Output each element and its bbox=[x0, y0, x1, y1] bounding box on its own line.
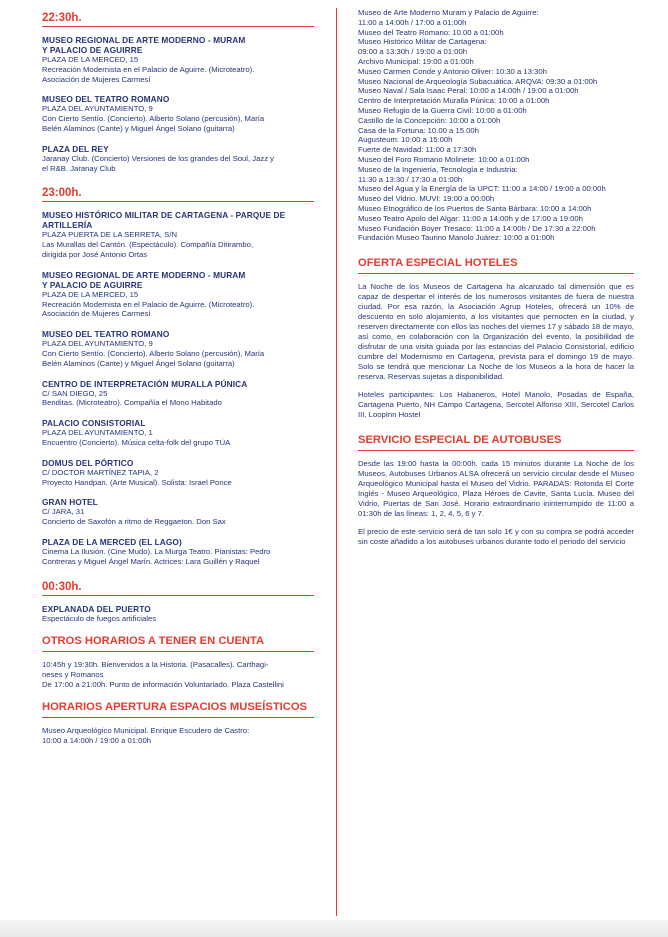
venue-detail: Belén Alaminos (Cante) y Miguel Ángel Solano (guitarra) bbox=[42, 123, 235, 133]
autobuses-description: Desde las 19:00 hasta la 00:00h. cada 15 minutos durante La Noche de los Museos, Autobuses Urbanos ALSA ofrecerá un servicio circular desde el Museo Arqueológico Municipal hasta el Museo del Vidrio. PARADAS: Rotonda El Corte Inglés - Museo Arqueológico, Plaza Héroes de Cavite, Santa Lucía. Museo del Vidrio, Puertas de San José. Horario extraordinario ininterrumpido de 11:00 a 01:30h de las líneas: 1, 2, 4, 5, 6 y 7. bbox=[358, 459, 634, 519]
opening-hours-line: Castillo de la Concepción: 10:00 a 01:00h bbox=[358, 115, 501, 125]
column-divider bbox=[336, 8, 337, 916]
venue-entry bbox=[42, 458, 314, 488]
venue-address: C/ SAN DIEGO, 25 bbox=[42, 388, 108, 398]
venue-name: PLAZA DEL REY bbox=[42, 143, 109, 154]
venue-entry bbox=[42, 497, 314, 527]
venue-detail: Con Cierto Sentío. (Concierto). Alberto Solano (percusión), María bbox=[42, 348, 265, 358]
opening-hours-line: Museo Nacional de Arqueología Subacuática. ARQVA: 09:30 a 01:00h bbox=[358, 76, 598, 86]
left-column bbox=[42, 8, 314, 754]
venue-detail: dirigida por José Antonio Ortas bbox=[42, 249, 148, 259]
opening-hours-line: Fuerte de Navidad: 11:00 a 17:30h bbox=[358, 145, 477, 155]
page-bottom-edge bbox=[0, 920, 668, 937]
venue-detail: Espectáculo de fuegos artificiales bbox=[42, 613, 157, 623]
opening-hours-line: Centro de Interpretación Muralla Púnica: 10:00 a 01:00h bbox=[358, 96, 550, 106]
opening-hours-line: 09:00 a 13:30h / 19:00 a 01:00h bbox=[358, 47, 468, 57]
opening-hours-line: Museo Carmen Conde y Antonio Oliver: 10:30 a 13:30h bbox=[358, 66, 547, 76]
venue-address: PLAZA PUERTA DE LA SERRETA, S/N bbox=[42, 230, 178, 240]
time-heading-0030: 00:30h. bbox=[42, 577, 314, 596]
section-title-horarios-apertura: HORARIOS APERTURA ESPACIOS MUSEÍSTICOS bbox=[42, 699, 314, 718]
opening-hours-line: Museo del Vidrio. MUVI: 19:00 a 00:00h bbox=[358, 194, 495, 204]
venue-detail: Encuentro (Concierto). Música celta-folk del grupo TÚA bbox=[42, 437, 231, 447]
venue-entry bbox=[42, 144, 314, 174]
venue-address: PLAZA DEL AYUNTAMIENTO, 9 bbox=[42, 104, 153, 114]
venue-name: CENTRO DE INTERPRETACIÓN MURALLA PÚNICA bbox=[42, 378, 248, 389]
venue-address: PLAZA DEL AYUNTAMIENTO, 9 bbox=[42, 339, 153, 349]
opening-hours-line: Augusteum: 10:00 a 15:00h bbox=[358, 135, 453, 145]
venue-detail: Con Cierto Sentío. (Concierto). Alberto Solano (percusión), María bbox=[42, 114, 265, 124]
venue-name: MUSEO REGIONAL DE ARTE MODERNO - MURAM bbox=[42, 35, 246, 45]
venue-name: Y PALACIO DE AGUIRRE bbox=[42, 45, 143, 55]
time-heading-2300: 23:00h. bbox=[42, 183, 314, 202]
venue-entry bbox=[42, 604, 314, 624]
venue-name: MUSEO HISTÓRICO MILITAR DE CARTAGENA - PARQUE DE bbox=[42, 210, 286, 221]
venue-address: Jaranay Club. (Concierto) Versiones de los grandes del Soul, Jazz y bbox=[42, 153, 275, 163]
opening-hours-line: Museo del Agua y la Energía de la UPCT: 11:00 a 14:00 / 19:00 a 00:00h bbox=[358, 184, 606, 194]
venue-entry bbox=[42, 270, 314, 319]
opening-hours-line: Casa de la Fortuna: 10.00 a 15.00h bbox=[358, 125, 479, 135]
venue-address: PLAZA DEL AYUNTAMIENTO, 1 bbox=[42, 428, 153, 438]
venue-detail: Benditas. (Microteatro). Compañía el Mono Habitado bbox=[42, 398, 222, 408]
venue-name: MUSEO DEL TEATRO ROMANO bbox=[42, 329, 170, 340]
museum-hours-list bbox=[358, 8, 634, 243]
opening-hours-line: Archivo Municipal: 19:00 a 01:00h bbox=[358, 56, 474, 66]
autobuses-precio: El precio de este servicio será de tan solo 1€ y con su compra se podrá acceder sin coste añadido a los autobuses urbanos durante todo el periodo del servicio bbox=[358, 527, 634, 547]
venue-detail: Concierto de Saxofón a ritmo de Reggaeton. Don Sax bbox=[42, 517, 226, 527]
venue-name: PALACIO CONSISTORIAL bbox=[42, 418, 146, 429]
opening-hours-line: 11:30 a 13:30 / 17:30 a 01:00h bbox=[358, 174, 463, 184]
venue-group-2300 bbox=[42, 210, 314, 566]
opening-hours-line: Museo Etnográfico de los Puertos de Santa Bárbara: 10:00 a 14:00h bbox=[358, 203, 592, 213]
time-heading-2230: 22:30h. bbox=[42, 8, 314, 27]
venue-entry bbox=[42, 210, 314, 259]
venue-group-2230 bbox=[42, 35, 314, 173]
venue-detail: Recreación Modernista en el Palacio de Aguirre. (Microteatro). bbox=[42, 299, 255, 309]
right-column bbox=[358, 8, 634, 555]
venue-address: PLAZA DE LA MERCED, 15 bbox=[42, 289, 139, 299]
venue-name: EXPLANADA DEL PUERTO bbox=[42, 603, 151, 614]
venue-entry bbox=[42, 537, 314, 567]
opening-hours-line: Museo Teatro Apolo del Algar: 11:00 a 14:00h y de 17:00 a 19:00h bbox=[358, 213, 583, 223]
venue-name: ARTILLERÍA bbox=[42, 220, 93, 231]
venue-address: C/ DOCTOR MARTÍNEZ TAPIA, 2 bbox=[42, 467, 159, 477]
opening-hours-line: Museo de la Ingeniería, Tecnología e Industria: bbox=[358, 164, 518, 174]
venue-detail: Asociación de Mujeres Carmesí bbox=[42, 309, 151, 319]
section-title-otros-horarios: OTROS HORARIOS A TENER EN CUENTA bbox=[42, 633, 314, 652]
opening-hours-line: 10:00 a 14:00h / 19:00 a 01:00h bbox=[42, 735, 152, 745]
section-title-hoteles: OFERTA ESPECIAL HOTELES bbox=[358, 255, 634, 274]
venue-entry bbox=[42, 94, 314, 133]
venue-address: Cinema La Ilusión. (Cine Mudo). La Murga Teatro. Pianistas: Pedro bbox=[42, 546, 271, 556]
venue-name: GRAN HOTEL bbox=[42, 497, 98, 508]
opening-hours-line: Museo Histórico Militar de Cartagena: bbox=[358, 37, 487, 47]
venue-detail: Asociación de Mujeres Carmesí bbox=[42, 74, 151, 84]
venue-entry bbox=[42, 379, 314, 409]
opening-hours-line: Museo del Foro Romano Molinete: 10:00 a 01:00h bbox=[358, 154, 530, 164]
venue-group-0030 bbox=[42, 604, 314, 624]
opening-hours-line: Fundación Museo Taurino Manolo Juárez: 10:00 a 01:00h bbox=[358, 233, 555, 243]
venue-entry bbox=[42, 35, 314, 84]
hoteles-participantes: Hoteles participantes: Los Habaneros, Hotel Manolo, Posadas de España, Cartagena Puerto, NH Campo Cartagena, Sercotel Alfonso XIII, Sercotel Carlos III, LoopInn Hostel bbox=[358, 390, 634, 420]
venue-detail: Proyecto Handpan. (Arte Musical). Solista: Israel Ponce bbox=[42, 477, 232, 487]
opening-hours-line: Museo Naval / Sala Isaac Peral: 10:00 a 14:00h / 19:00 a 01:00h bbox=[358, 86, 579, 96]
hoteles-description: La Noche de los Museos de Cartagena ha alcanzado tal dimensión que es capaz de despertar el interés de los numerosos visitantes de fuera de nuestra ciudad. Por esa razón, la Asociación Agrup Hoteles, ofrecerá un 10% de descuento en solo alojamiento, a los visitantes que pernocten en la ciudad, y reserven directamente con ellos las noches del viernes 17 y sábado 18 de mayo, así como, en colaboración con la Organización del evento, la posibilidad de disfrutar de una visita guiada por las estancias del Palacio Consistorial, edificio cumbre del Modernismo en Cartagena, prevista para el domingo 19 de mayo. Solo se tendrá que mencionar La Noche de los Museos a la hora de hacer la reserva. Reservas sujetas a disponibilidad. bbox=[358, 282, 634, 382]
schedule-line: 10:45h y 19:30h. Bienvenidos a la Historia. (Pasacalles). Carthagi- bbox=[42, 660, 269, 670]
opening-hours-line: Museo Fundación Boyer Tresaco: 11:00 a 14:00h / De 17:30 a 22:00h bbox=[358, 223, 596, 233]
otros-horarios-list bbox=[42, 660, 314, 689]
opening-hours-line: 11:00 a 14:00h / 17:00 a 01:00h bbox=[358, 17, 467, 27]
venue-detail: Belén Alaminos (Cante) y Miguel Ángel Solano (guitarra) bbox=[42, 358, 235, 368]
venue-entry bbox=[42, 418, 314, 448]
venue-detail: Las Murallas del Cantón. (Espectáculo). Compañía Ditirambo, bbox=[42, 240, 254, 250]
venue-address: PLAZA DE LA MERCED, 15 bbox=[42, 55, 139, 64]
opening-hours-line: Museo Arqueológico Municipal. Enrique Escudero de Castro: bbox=[42, 725, 250, 735]
venue-name: Y PALACIO DE AGUIRRE bbox=[42, 279, 143, 290]
venue-detail: Recreación Modernista en el Palacio de Aguirre. (Microteatro). bbox=[42, 64, 255, 74]
venue-name: PLAZA DE LA MERCED (EL LAGO) bbox=[42, 536, 182, 547]
venue-name: DOMUS DEL PÓRTICO bbox=[42, 457, 134, 468]
venue-address: C/ JARA, 31 bbox=[42, 507, 85, 517]
venue-detail: Contreras y Miguel Ángel Marín. Actrices: Lara Guillén y Raquel bbox=[42, 556, 260, 566]
venue-entry bbox=[42, 329, 314, 368]
section-title-autobuses: SERVICIO ESPECIAL DE AUTOBUSES bbox=[358, 432, 634, 451]
opening-hours-line: Museo Refugio de la Guerra Civil: 10:00 a 01:00h bbox=[358, 105, 527, 115]
opening-hours-line: Museo del Teatro Romano: 10.00 a 01:00h bbox=[358, 27, 504, 37]
schedule-line: De 17:00 a 21:00h. Punto de información Voluntariado. Plaza Castellini bbox=[42, 679, 284, 689]
horarios-apertura-list bbox=[42, 726, 314, 746]
venue-detail: el R&B. Jaranay Club bbox=[42, 163, 116, 173]
venue-name: MUSEO REGIONAL DE ARTE MODERNO - MURAM bbox=[42, 269, 246, 280]
schedule-line: neses y Romanos bbox=[42, 670, 104, 680]
opening-hours-line: Museo de Arte Moderno Muram y Palacio de Aguirre: bbox=[358, 8, 539, 17]
venue-name: MUSEO DEL TEATRO ROMANO bbox=[42, 94, 170, 105]
